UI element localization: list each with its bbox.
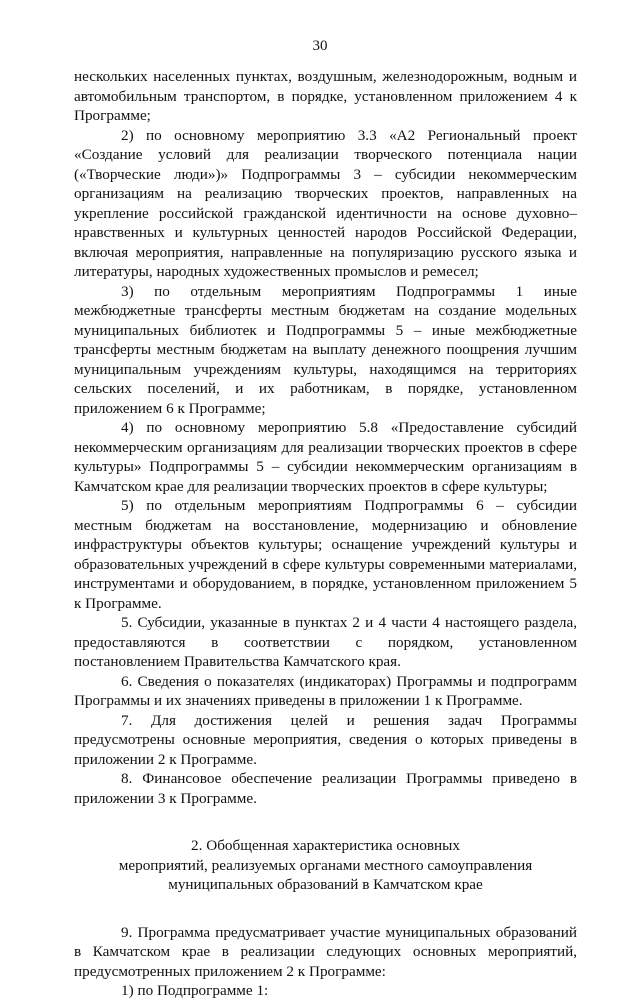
paragraph: 7. Для достижения целей и решения задач Программы предусмотрены основные мероприятия, сведения о которых приведены в приложении 2 к Программе. (74, 711, 577, 768)
paragraph: 5) по отдельным мероприятиям Подпрограммы 6 – субсидии местным бюджетам на восстановление, модернизацию и обновление инфраструктуры объектов культуры; оснащение учреждений культуры и образовательных учреждений в сфере культуры современными материалами, инструментами и оборудованием, в порядке, установленном приложением 5 к Программе. (74, 497, 577, 612)
paragraph: 3) по отдельным мероприятиям Подпрограммы 1 иные межбюджетные трансферты местным бюджетам на создание модельных муниципальных библиотек и Подпрограммы 5 – иные межбюджетные трансферты местным бюджетам на выплату денежного поощрения лучшим муниципальным учреждениям культуры, находящимся на территориях сельских поселений, и их работникам, в порядке, установленном приложением 6 к Программе; (74, 282, 577, 417)
paragraph: 9. Программа предусматривает участие муниципальных образований в Камчатском крае в реализации следующих основных мероприятий, предусмотренных приложением 2 к Программе: (74, 923, 577, 980)
paragraph: 5. Субсидии, указанные в пунктах 2 и 4 части 4 настоящего раздела, предоставляются в соответствии с порядком, установленном постановлением Правительства Камчатского края. (74, 614, 577, 670)
page-number: 30 (312, 38, 328, 54)
paragraph: нескольких населенных пунктах, воздушным, железнодорожным, водным и автомобильным транспортом, в порядке, установленном приложением 4 к Программе; (74, 68, 577, 124)
paragraph: 8. Финансовое обеспечение реализации Программы приведено в приложении 3 к Программе. (74, 770, 577, 807)
document-body (74, 67, 577, 1001)
paragraph: 1) по Подпрограмме 1: (121, 982, 269, 999)
paragraph: 6. Сведения о показателях (индикаторах) Программы и подпрограмм Программы и их значениях приведены в приложении 1 к Программе. (74, 672, 577, 709)
paragraph: 4) по основному мероприятию 5.8 «Предоставление субсидий некоммерческим организациям для реализации творческих проектов в сфере культуры» Подпрограммы 5 – субсидии некоммерческим организациям в Камчатском крае для реализации творческих проектов в сфере культуры; (74, 419, 577, 495)
section-heading (74, 836, 577, 895)
section-heading-line: муниципальных образований в Камчатском крае (168, 876, 483, 893)
paragraph: 2) по основному мероприятию 3.3 «А2 Региональный проект «Создание условий для реализации творческого потенциала нации («Творческие люди»)» Подпрограммы 3 – субсидии некоммерческим организациям на реализацию творческих проектов, направленных на укрепление российской гражданской идентичности на основе духовно–нравственных и культурных ценностей народов Российской Федерации, включая мероприятия, направленные на популяризацию русского языка и литературы, народных художественных промыслов и ремесел; (74, 126, 577, 280)
section-heading-line: 2. Обобщенная характеристика основных (191, 837, 460, 854)
section-heading-line: мероприятий, реализуемых органами местного самоуправления (118, 856, 533, 874)
